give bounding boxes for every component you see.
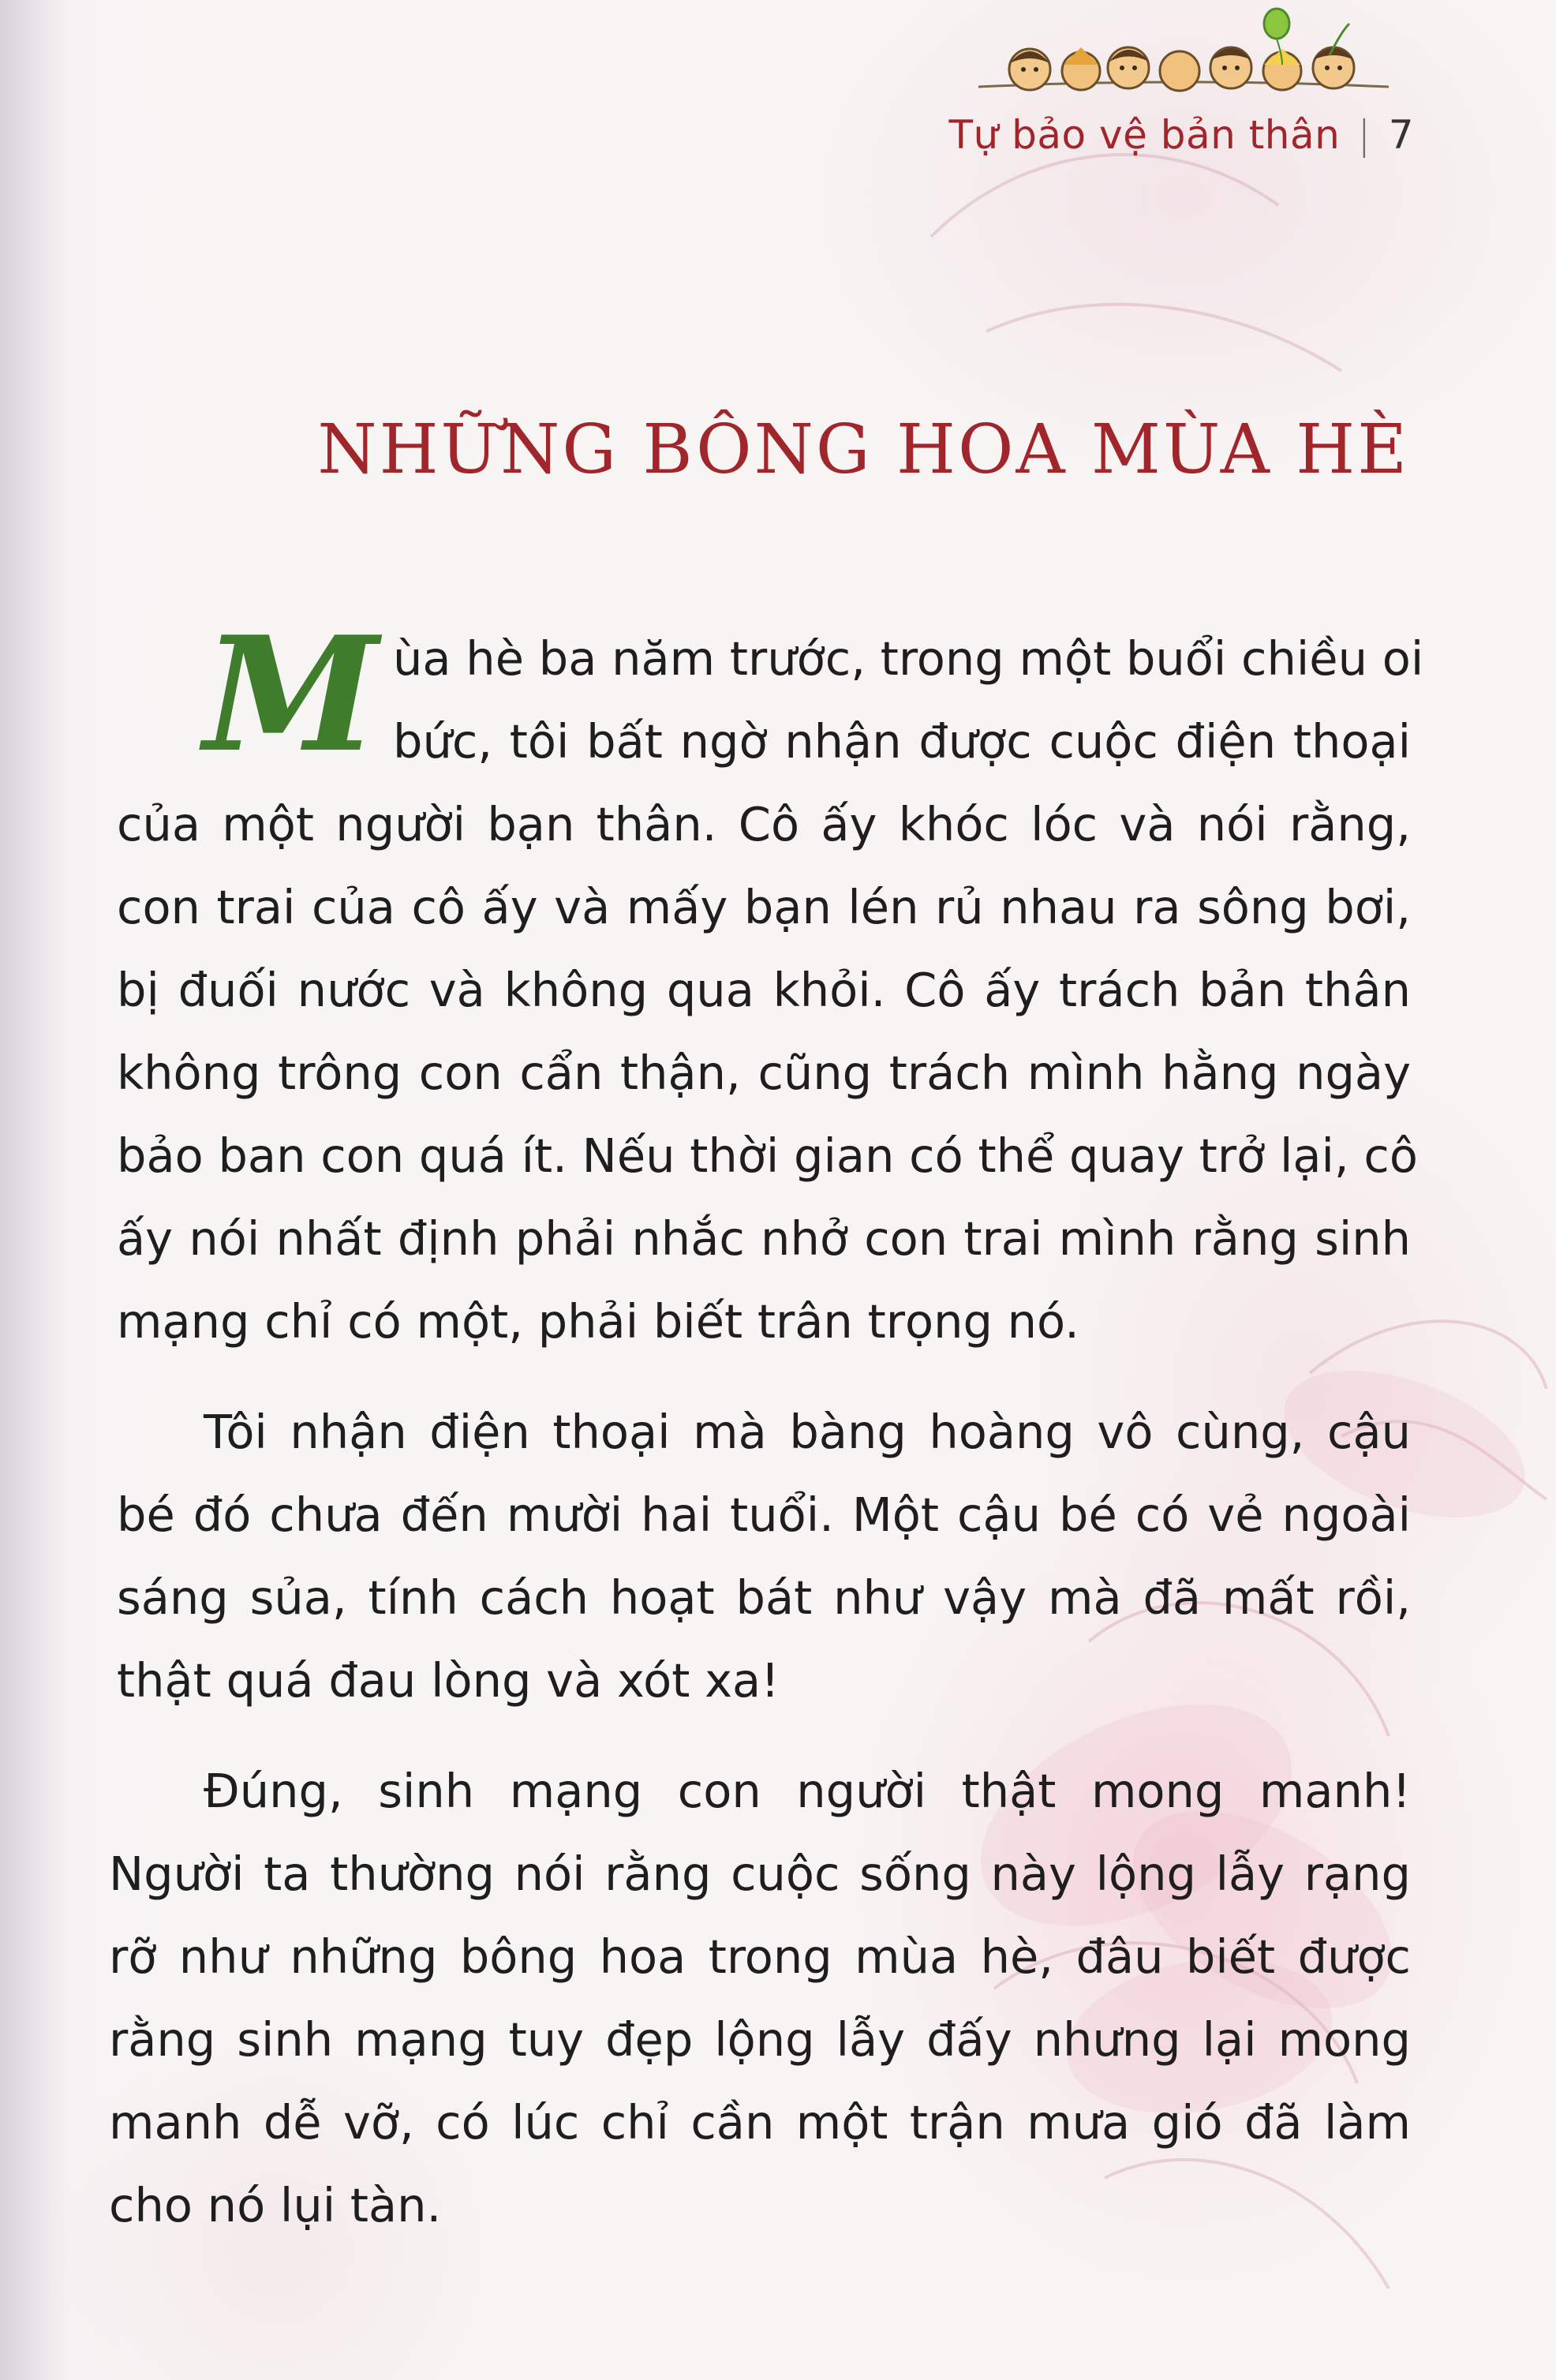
paragraph-1-line-2: bức, tôi bất ngờ nhận được cuộc điện thoại [393,714,1411,769]
paragraph-3-line-2: Người ta thường nói rằng cuộc sống này lộng lẫy rạng [109,1847,1411,1901]
chapter-title: NHỮNG BÔNG HOA MÙA HÈ [317,410,1409,489]
cartoon-kids-row-illustration [971,8,1397,103]
paragraph-1-line-8: ấy nói nhất định phải nhắc nhở con trai mình rằng sinh [117,1211,1411,1266]
running-head [949,112,1415,158]
paragraph-2-line-3: sáng sủa, tính cách hoạt bát như vậy mà đã mất rồi, [117,1570,1411,1625]
paragraph-2-line-4: thật quá đau lòng và xót xa! [117,1653,780,1708]
paragraph-1-line-7: bảo ban con quá ít. Nếu thời gian có thể quay trở lại, cô [117,1128,1418,1183]
header-separator: | [1357,112,1371,158]
paragraph-3-line-4: rằng sinh mạng tuy đẹp lộng lẫy đấy nhưng lại mong [109,2012,1411,2067]
paragraph-1-line-3: của một người bạn thân. Cô ấy khóc lóc và nói rằng, [117,797,1411,851]
running-title: Tự bảo vệ bản thân [948,112,1341,158]
paragraph-1-line-5: bị đuối nước và không qua khỏi. Cô ấy trách bản thân [117,963,1411,1017]
paragraph-2-line-2: bé đó chưa đến mười hai tuổi. Một cậu bé có vẻ ngoài [117,1488,1411,1542]
paragraph-3-line-5: manh dễ vỡ, có lúc chỉ cần một trận mưa gió đã làm [109,2095,1411,2150]
paragraph-3-line-1: Đúng, sinh mạng con người thật mong manh! [204,1764,1411,1818]
page-number: 7 [1388,112,1414,158]
drop-cap [204,602,379,788]
paragraph-1-line-9: mạng chỉ có một, phải biết trân trọng nó. [117,1294,1079,1349]
paragraph-1-line-4: con trai của cô ấy và mấy bạn lén rủ nhau ra sông bơi, [117,880,1411,934]
paragraph-1-line-1: ùa hè ba năm trước, trong một buổi chiều oi [393,631,1424,686]
balloon-icon [1264,9,1289,39]
paragraph-3-line-3: rỡ như những bông hoa trong mùa hè, đâu biết được [109,1929,1411,1984]
paragraph-2-line-1: Tôi nhận điện thoại mà bàng hoàng vô cùng, cậu [204,1405,1411,1459]
svg-text:M: M [204,602,379,788]
paragraph-3-line-6: cho nó lụi tàn. [109,2178,442,2232]
paragraph-1-line-6: không trông con cẩn thận, cũng trách mình hằng ngày [117,1046,1411,1100]
